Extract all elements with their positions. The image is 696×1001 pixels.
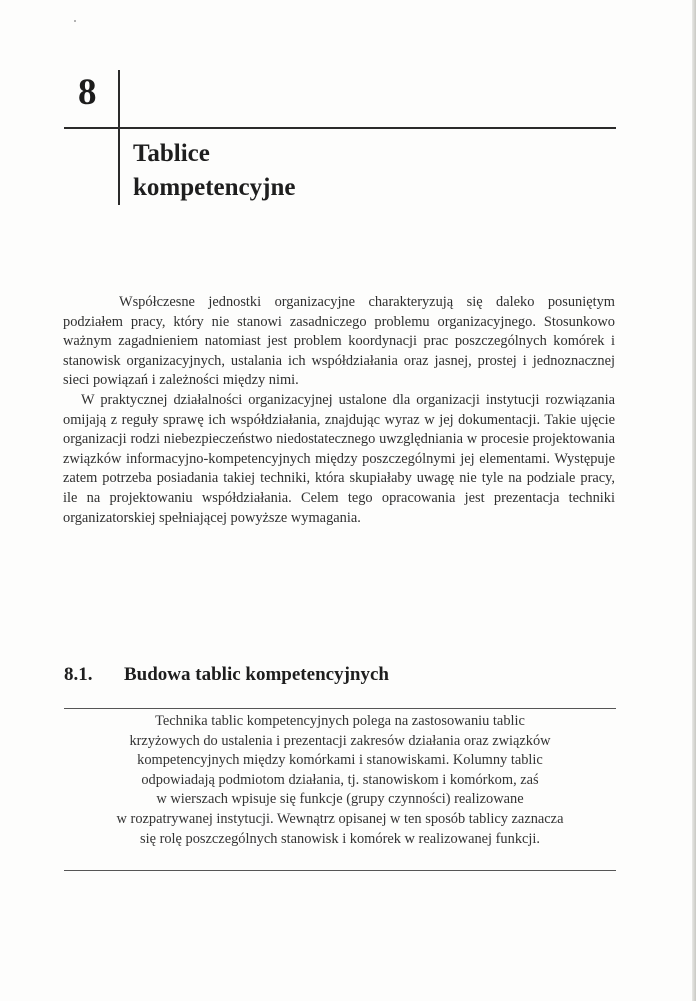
summary-bottom-rule bbox=[64, 870, 616, 871]
summary-line: krzyżowych do ustalenia i prezentacji zakresów działania oraz związków bbox=[129, 732, 551, 749]
paragraph: Współczesne jednostki organizacyjne charakteryzują się daleko posuniętym podziałem pracy, który nie stanowi zasadniczego problemu organizacyjnego. Stosunkowo ważnym zagadnieniem natomiast jest problem koordynacji prac poszczególnych komórek i stanowisk organizacyjnych, ustalania ich współdziałania oraz jasnej, prostej i jednoznacznej sieci powiązań i zależności między nimi. bbox=[63, 294, 615, 389]
summary-line: w rozpatrywanej instytucji. Wewnątrz opisanej w ten sposób tablicy zaznacza bbox=[116, 810, 564, 827]
summary-line: kompetencyjnych między komórkami i stanowiskami. Kolumny tablic bbox=[137, 752, 543, 769]
paragraph: W praktycznej działalności organizacyjnej ustalone dla organizacji instytucji rozwiązania omijają z reguły sprawę ich współdziałania, znajdując wyraz w jej dokumentacji. Takie ujęcie organizacji rodzi niebezpieczeństwo niedostatecznego uwzględniania w procesie projektowania związków informacyjno-kompetencyjnych między poszczególnymi jej elementami. Występuje zatem potrzeba posiadania takiej techniki, która skupiałaby uwagę nie tyle na podziale pracy, ile na projektowaniu współdziałania. Celem tego opracowania jest prezentacja techniki organizatorskiej spełniającej powyższe wymagania. bbox=[63, 391, 615, 526]
scan-speck bbox=[74, 20, 76, 22]
section-heading bbox=[64, 664, 389, 686]
chapter-horizontal-rule bbox=[64, 127, 616, 129]
summary-line: odpowiadają podmiotom działania, tj. stanowiskom i komórkom, zaś bbox=[141, 771, 539, 788]
chapter-title-line: kompetencyjne bbox=[133, 174, 296, 201]
summary-line: się rolę poszczególnych stanowisk i komórek w realizowanej funkcji. bbox=[139, 830, 540, 847]
chapter-number: 8 bbox=[78, 72, 97, 113]
section-title: Budowa tablic kompetencyjnych bbox=[124, 664, 389, 685]
page-edge-shadow bbox=[692, 0, 696, 1001]
chapter-title-line: Tablice bbox=[133, 140, 210, 167]
chapter-vertical-rule bbox=[118, 70, 120, 205]
section-number: 8.1. bbox=[64, 664, 93, 685]
summary-top-rule bbox=[64, 708, 616, 709]
chapter-title bbox=[133, 137, 295, 205]
summary-line: Technika tablic kompetencyjnych polega na zastosowaniu tablic bbox=[155, 713, 525, 729]
body-text bbox=[63, 293, 615, 528]
summary-line: w wierszach wpisuje się funkcje (grupy czynności) realizowane bbox=[156, 791, 524, 808]
summary-box bbox=[64, 712, 616, 849]
